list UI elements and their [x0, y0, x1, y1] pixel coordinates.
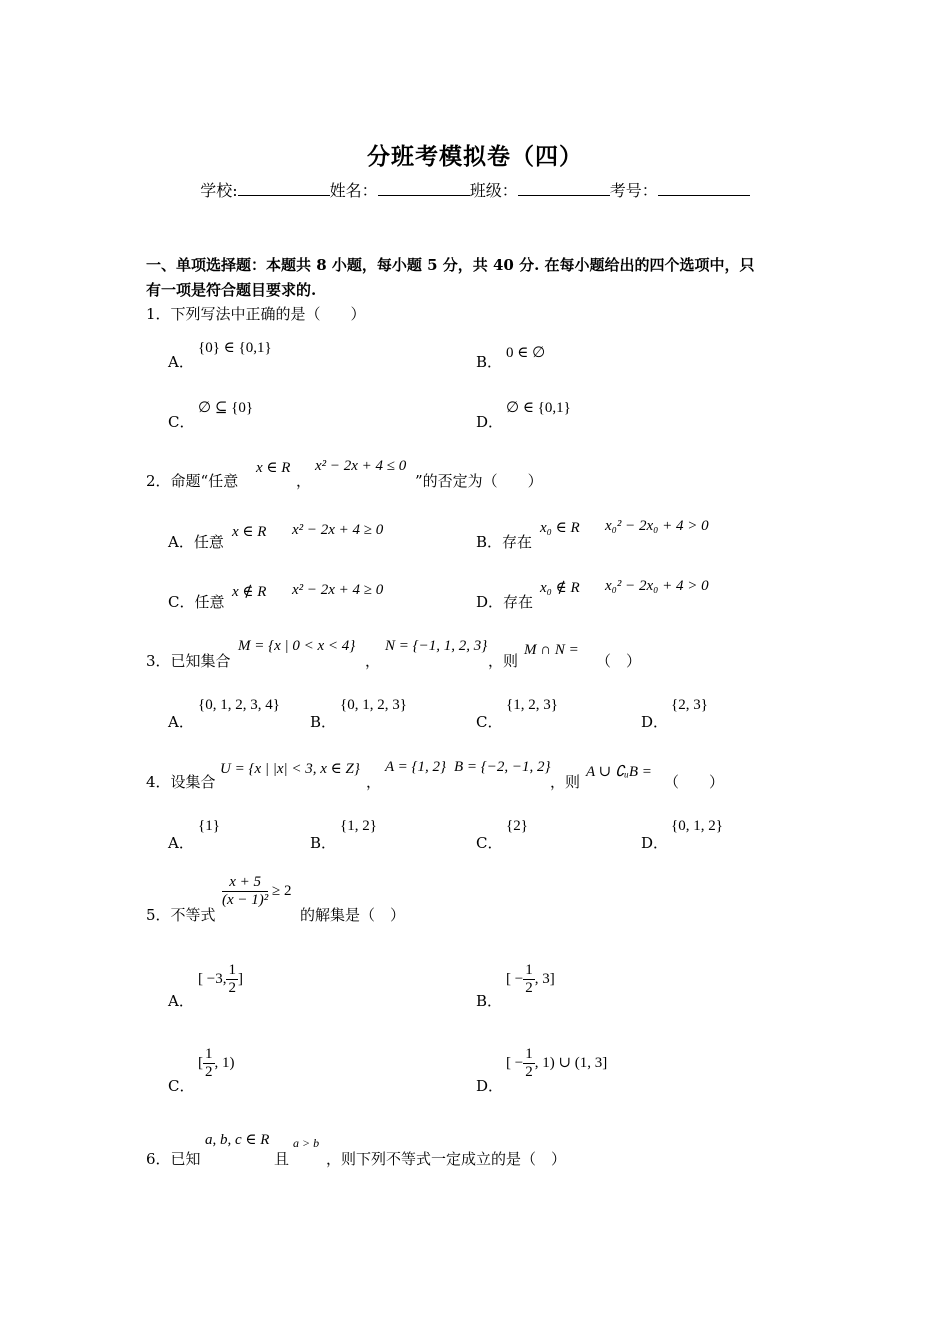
- q4-math-4: A ∪ ∁ᵤB =: [586, 764, 652, 780]
- class-label: 班级：: [469, 181, 518, 200]
- q4-math-3: B = {−2, −1, 2}: [454, 759, 551, 775]
- question-2-suffix: ”的否定为（ ）: [415, 472, 543, 490]
- q2-option-c-math-1: x ∉ R: [232, 584, 267, 600]
- question-3-suffix: （ ）: [596, 652, 642, 670]
- q2-option-c[interactable]: C．任意: [168, 593, 225, 611]
- number-blank[interactable]: [658, 181, 750, 196]
- q2-math-2: x² − 2x + 4 ≤ 0: [315, 458, 407, 474]
- q2-option-d-math-1: x₀ ∉ R: [540, 580, 580, 596]
- q3-mid: ，则: [488, 652, 519, 670]
- q4-option-c-math: {2}: [506, 818, 528, 834]
- q1-option-a-math: {0} ∈ {0,1}: [198, 340, 272, 356]
- school-blank[interactable]: [238, 181, 330, 196]
- q5-option-a-math: [ −3, $\frac{1}{2}$ ]: [198, 962, 243, 996]
- q5-option-d[interactable]: D．: [476, 1077, 504, 1095]
- q1-option-d-math: ∅ ∈ {0,1}: [506, 400, 571, 416]
- q4-option-a[interactable]: A．: [168, 834, 194, 852]
- question-6-prefix: 6．已知: [146, 1150, 201, 1168]
- q1-option-b[interactable]: B．: [476, 353, 503, 371]
- q4-option-a-math: {1}: [198, 818, 220, 834]
- q3-math-2: N = {−1, 1, 2, 3}: [385, 638, 488, 654]
- q3-comma: ，: [365, 652, 381, 670]
- question-4-suffix: （ ）: [664, 773, 725, 791]
- q4-comma-1: ，: [366, 773, 382, 791]
- q2-option-c-math-2: x² − 2x + 4 ≥ 0: [292, 582, 384, 598]
- question-3-prefix: 3．已知集合: [146, 652, 231, 670]
- name-label: 姓名：: [329, 181, 378, 200]
- q3-option-d[interactable]: D．: [641, 713, 669, 731]
- question-6-suffix: ，则下列不等式一定成立的是（ ）: [326, 1150, 567, 1168]
- q4-option-b-math: {1, 2}: [340, 818, 377, 834]
- q3-option-b-math: {0, 1, 2, 3}: [340, 697, 407, 713]
- q5-option-c[interactable]: C．: [168, 1077, 195, 1095]
- q2-comma: ，: [296, 472, 312, 490]
- q2-option-a-math-2: x² − 2x + 4 ≥ 0: [292, 522, 384, 538]
- q5-option-c-math: [ $\frac{1}{2}$ , 1): [198, 1046, 235, 1080]
- q2-option-d[interactable]: D．存在: [476, 593, 534, 611]
- question-5-suffix: 的解集是（ ）: [300, 906, 406, 924]
- q3-math-3: M ∩ N =: [524, 642, 579, 658]
- q1-option-a[interactable]: A．: [168, 353, 194, 371]
- q5-option-d-math: [ − $\frac{1}{2}$ , 1) ∪ (1, 3]: [506, 1046, 608, 1080]
- q2-option-b-math-1: x₀ ∈ R: [540, 520, 580, 536]
- q2-option-b-math-2: x₀² − 2x₀ + 4 > 0: [605, 518, 709, 534]
- q6-math-1: a, b, c ∈ R: [205, 1132, 270, 1148]
- q1-option-c[interactable]: C．: [168, 413, 195, 431]
- question-5-prefix: 5．不等式: [146, 906, 216, 924]
- class-blank[interactable]: [518, 181, 610, 196]
- name-blank[interactable]: [378, 181, 470, 196]
- school-label: 学校:: [200, 181, 238, 200]
- q5-fraction: $\frac{x + 5}{\text{(x − 1)²}}$ ≥ 2: [222, 874, 292, 908]
- q1-option-b-math: 0 ∈ ∅: [506, 345, 546, 361]
- q1-option-d[interactable]: D．: [476, 413, 504, 431]
- q3-option-a[interactable]: A．: [168, 713, 194, 731]
- q4-option-b[interactable]: B．: [310, 834, 337, 852]
- question-4-prefix: 4．设集合: [146, 773, 216, 791]
- q4-math-1: U = {x | |x| < 3, x ∈ Z}: [220, 761, 360, 777]
- number-label: 考号：: [609, 181, 658, 200]
- section-heading-line1: 一、单项选择题：本题共 8 小题，每小题 5 分，共 40 分. 在每小题给出的四个选项中，只: [146, 256, 755, 274]
- q2-option-d-math-2: x₀² − 2x₀ + 4 > 0: [605, 578, 709, 594]
- q2-math-1: x ∈ R: [256, 460, 291, 476]
- q3-option-b[interactable]: B．: [310, 713, 337, 731]
- q2-option-a[interactable]: A．任意: [168, 533, 224, 551]
- q5-option-b[interactable]: B．: [476, 992, 503, 1010]
- q4-math-2: A = {1, 2}: [385, 759, 447, 775]
- page-title: 分班考模拟卷（四）: [367, 143, 583, 170]
- question-2-prefix: 2．命题“任意: [146, 472, 239, 490]
- q3-math-1: M = {x | 0 < x < 4}: [238, 638, 356, 654]
- q2-option-a-math-1: x ∈ R: [232, 524, 267, 540]
- q5-option-a[interactable]: A．: [168, 992, 194, 1010]
- q4-option-c[interactable]: C．: [476, 834, 503, 852]
- section-heading-line2: 有一项是符合题目要求的.: [146, 281, 317, 299]
- q6-mid: 且: [274, 1150, 290, 1168]
- q3-option-a-math: {0, 1, 2, 3, 4}: [198, 697, 280, 713]
- student-info-line: [0, 178, 950, 201]
- q4-mid: ，则: [550, 773, 581, 791]
- q3-option-c[interactable]: C．: [476, 713, 503, 731]
- q4-option-d-math: {0, 1, 2}: [671, 818, 723, 834]
- q2-option-b[interactable]: B．存在: [476, 533, 533, 551]
- q6-math-2: a > b: [293, 1136, 320, 1150]
- q4-option-d[interactable]: D．: [641, 834, 669, 852]
- q1-option-c-math: ∅ ⊆ {0}: [198, 400, 254, 416]
- q3-option-c-math: {1, 2, 3}: [506, 697, 558, 713]
- q3-option-d-math: {2, 3}: [671, 697, 708, 713]
- question-1-stem: 1．下列写法中正确的是（ ）: [146, 305, 366, 323]
- q5-option-b-math: [ − $\frac{1}{2}$ , 3]: [506, 962, 555, 996]
